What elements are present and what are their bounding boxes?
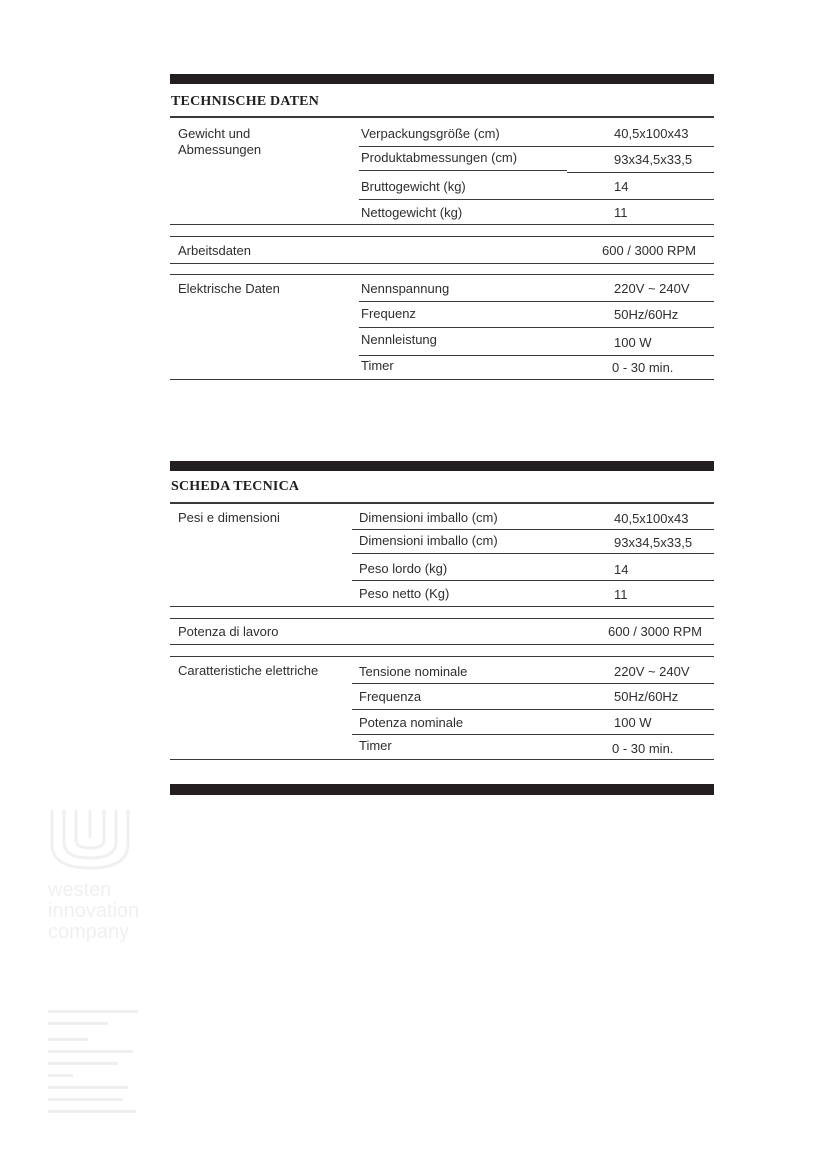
spec-value: 40,5x100x43: [614, 126, 689, 141]
spec-value: 100 W: [614, 335, 652, 350]
row-divider: [352, 709, 714, 710]
group-divider: [170, 274, 714, 275]
spec-label: Timer: [361, 358, 394, 373]
working-power-label: Potenza di lavoro: [178, 624, 279, 639]
german-spec-section: [170, 74, 714, 384]
group-label-weights-dimensions: Pesi e dimensioni: [178, 510, 280, 525]
row-divider: [359, 146, 714, 147]
section-title: SCHEDA TECNICA: [171, 479, 300, 494]
spec-label: Dimensioni imballo (cm): [359, 533, 498, 548]
group-divider: [170, 379, 714, 380]
group-label-electrical: Elektrische Daten: [178, 281, 280, 296]
row-divider: [567, 172, 714, 173]
group-label-electrical: Caratteristiche elettriche: [178, 663, 319, 678]
spec-label: Frequenza: [359, 689, 422, 704]
row-divider: [352, 683, 714, 684]
row-divider: [352, 580, 714, 581]
italian-spec-section: [170, 461, 714, 761]
spec-value: 93x34,5x33,5: [614, 535, 693, 550]
group-divider: [170, 618, 714, 619]
spec-label: Potenza nominale: [359, 715, 464, 730]
spec-value: 0 - 30 min.: [612, 741, 674, 756]
spec-label: Verpackungsgröße (cm): [361, 126, 500, 141]
spec-value: 220V ~ 240V: [614, 281, 690, 296]
spec-label: Peso netto (Kg): [359, 586, 450, 601]
spec-value: 100 W: [614, 715, 652, 730]
brand-wordmark-watermark: westen innovation company: [48, 879, 140, 943]
row-divider: [359, 327, 714, 328]
row-divider: [359, 199, 714, 200]
spec-value: 220V ~ 240V: [614, 664, 690, 679]
spec-value: 14: [614, 179, 629, 194]
spec-value: 11: [614, 205, 628, 220]
group-divider: [170, 236, 714, 237]
spec-label: Nennleistung: [361, 332, 437, 347]
section-title: TECHNISCHE DATEN: [171, 94, 320, 109]
spec-label: Nettogewicht (kg): [361, 205, 463, 220]
group-divider: [170, 263, 714, 264]
spec-value: 14: [614, 562, 629, 577]
spec-value: 93x34,5x33,5: [614, 152, 693, 167]
working-data-label: Arbeitsdaten: [178, 243, 251, 258]
row-divider: [359, 301, 714, 302]
bottom-bar: [170, 784, 714, 795]
spec-value: 40,5x100x43: [614, 511, 689, 526]
spec-label: Bruttogewicht (kg): [361, 179, 466, 194]
group-label-weight-dimensions: Gewicht und Abmessungen: [178, 126, 262, 157]
spec-value: 0 - 30 min.: [612, 360, 674, 375]
working-data-value: 600 / 3000 RPM: [602, 243, 696, 258]
spec-value: 11: [614, 587, 628, 602]
row-divider: [352, 529, 714, 530]
spec-label: Produktabmessungen (cm): [361, 150, 518, 165]
spec-value: 50Hz/60Hz: [614, 307, 679, 322]
title-rule: [170, 502, 714, 504]
group-divider: [170, 224, 714, 225]
row-divider: [352, 734, 714, 735]
spec-label: Dimensioni imballo (cm): [359, 510, 498, 525]
working-power-value: 600 / 3000 RPM: [608, 624, 702, 639]
group-divider: [170, 656, 714, 657]
brand-logo-watermark: [48, 806, 132, 872]
row-divider: [359, 170, 567, 171]
section-top-bar: [170, 461, 714, 471]
faint-address-block: [48, 1008, 158, 1128]
section-top-bar: [170, 74, 714, 84]
group-divider: [170, 644, 714, 645]
spec-label: Peso lordo (kg): [359, 561, 448, 576]
spec-value: 50Hz/60Hz: [614, 689, 679, 704]
row-divider: [359, 355, 714, 356]
group-divider: [170, 606, 714, 607]
group-divider: [170, 759, 714, 760]
spec-label: Tensione nominale: [359, 664, 468, 679]
title-rule: [170, 116, 714, 118]
row-divider: [352, 553, 714, 554]
spec-label: Nennspannung: [361, 281, 450, 296]
spec-label: Frequenz: [361, 306, 416, 321]
spec-label: Timer: [359, 738, 392, 753]
